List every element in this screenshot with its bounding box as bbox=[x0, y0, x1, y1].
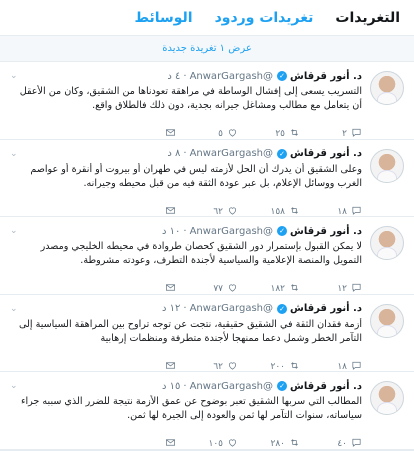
tweet[interactable] bbox=[0, 62, 414, 140]
reply-icon bbox=[347, 437, 362, 451]
author-name[interactable]: د. أنور قرقاش bbox=[290, 148, 362, 160]
tweet-body bbox=[10, 224, 362, 295]
reply-button[interactable] bbox=[300, 205, 362, 219]
tweet-body bbox=[10, 147, 362, 217]
avatar[interactable] bbox=[370, 149, 404, 183]
tweet[interactable] bbox=[0, 295, 414, 373]
tweet-header bbox=[10, 147, 362, 161]
envelope-icon bbox=[161, 205, 176, 219]
retweet-icon bbox=[285, 282, 300, 296]
tab-media[interactable]: الوسائط bbox=[134, 9, 193, 26]
author-name[interactable]: د. أنور قرقاش bbox=[290, 380, 362, 392]
author-name[interactable]: د. أنور قرقاش bbox=[290, 303, 362, 315]
author-handle[interactable]: @AnwarGargash bbox=[189, 380, 274, 392]
tweet-actions bbox=[10, 360, 362, 374]
tweet-text: المطالب التي سربها الشقيق تعبر بوضوح عن عمق الأزمة نتيجة للضرر الذي سببه جراء سياساته، سنوات التآمر لها ثمن والعودة إلى الجيرة لها ثمن. bbox=[20, 396, 362, 422]
like-button[interactable] bbox=[176, 282, 238, 296]
verified-icon: ✓ bbox=[277, 149, 287, 159]
author-handle[interactable]: @AnwarGargash bbox=[189, 70, 274, 82]
retweet-button[interactable] bbox=[238, 437, 300, 451]
verified-icon: ✓ bbox=[277, 304, 287, 314]
direct-message-button[interactable] bbox=[114, 127, 176, 141]
tweet-time[interactable]: ١٠ د bbox=[162, 225, 181, 237]
heart-icon bbox=[223, 360, 238, 374]
retweet-button[interactable] bbox=[238, 282, 300, 296]
chevron-down-icon[interactable]: ⌄ bbox=[10, 303, 18, 314]
tweet-header bbox=[10, 379, 362, 393]
like-count: ٧٧ bbox=[213, 284, 223, 295]
retweet-count: ١٨٢ bbox=[270, 284, 285, 295]
tab-tweets[interactable]: التغريدات bbox=[335, 9, 400, 26]
separator-dot: · bbox=[183, 303, 187, 315]
profile-tabs bbox=[0, 0, 414, 36]
new-tweets-banner[interactable]: عرض ١ تغريدة جديدة bbox=[0, 36, 414, 62]
retweet-icon bbox=[285, 205, 300, 219]
chevron-down-icon[interactable]: ⌄ bbox=[10, 148, 18, 159]
retweet-count: ٢٠٠ bbox=[270, 361, 285, 372]
envelope-icon bbox=[161, 282, 176, 296]
direct-message-button[interactable] bbox=[114, 437, 176, 451]
retweet-button[interactable] bbox=[238, 127, 300, 141]
reply-icon bbox=[347, 205, 362, 219]
verified-icon: ✓ bbox=[277, 71, 287, 81]
heart-icon bbox=[223, 205, 238, 219]
reply-icon bbox=[347, 360, 362, 374]
tweet-time[interactable]: ٤ د bbox=[167, 70, 181, 82]
author-handle[interactable]: @AnwarGargash bbox=[189, 225, 274, 237]
like-button[interactable] bbox=[176, 127, 238, 141]
reply-count: ٢ bbox=[342, 129, 347, 139]
like-count: ٥ bbox=[218, 129, 223, 139]
reply-count: ١٢ bbox=[337, 284, 347, 295]
tweet[interactable] bbox=[0, 140, 414, 218]
tweet[interactable] bbox=[0, 372, 414, 450]
like-count: ٦٢ bbox=[213, 206, 223, 217]
separator-dot: · bbox=[183, 380, 187, 392]
tweet-body bbox=[10, 302, 362, 372]
reply-count: ١٨ bbox=[337, 206, 347, 217]
avatar[interactable] bbox=[370, 71, 404, 105]
tweet-text: وعلى الشقيق أن يدرك أن الحل لأزمته ليس في طهران أو بيروت أو أنقرة أو عواصم الغرب ووسائل الإعلام، بل عبر عودة الثقة فيه من قبل محيطه وجيرانه. bbox=[30, 163, 362, 189]
direct-message-button[interactable] bbox=[114, 205, 176, 219]
avatar[interactable] bbox=[370, 226, 404, 260]
tweet-header bbox=[10, 224, 362, 238]
reply-button[interactable] bbox=[300, 437, 362, 451]
tweet-body bbox=[10, 379, 362, 450]
reply-button[interactable] bbox=[300, 282, 362, 296]
retweet-icon bbox=[285, 127, 300, 141]
author-handle[interactable]: @AnwarGargash bbox=[189, 303, 274, 315]
chevron-down-icon[interactable]: ⌄ bbox=[10, 71, 18, 81]
tweet-list bbox=[0, 62, 414, 450]
envelope-icon bbox=[161, 437, 176, 451]
verified-icon: ✓ bbox=[277, 381, 287, 391]
separator-dot: · bbox=[183, 148, 187, 160]
reply-count: ٤٠ bbox=[337, 439, 347, 450]
tweet-time[interactable]: ١٢ د bbox=[162, 303, 181, 315]
reply-count: ١٨ bbox=[337, 361, 347, 372]
tweet-header bbox=[10, 69, 362, 83]
tweet-text: التسريب يسعى إلى إفشال الوساطة في مراهقة تعودناها من الشقيق، وكان من الأعقل أن يتعامل مع مطالب ومشاغل جيرانه بجدية، دون ذلك فالطلاق واقع. bbox=[19, 86, 362, 111]
reply-button[interactable] bbox=[300, 127, 362, 141]
retweet-icon bbox=[285, 360, 300, 374]
direct-message-button[interactable] bbox=[114, 360, 176, 374]
retweet-icon bbox=[285, 437, 300, 451]
reply-button[interactable] bbox=[300, 360, 362, 374]
heart-icon bbox=[223, 127, 238, 141]
heart-icon bbox=[223, 437, 238, 451]
retweet-button[interactable] bbox=[238, 360, 300, 374]
tweet-text: لا يمكن القبول بإستمرار دور الشقيق كحصان طروادة في محيطه الخليجي ومصدر التمويل والمنصة الإعلامية والسياسية لأجندة التطرف، وعودته مشروطة. bbox=[40, 241, 362, 267]
reply-icon bbox=[347, 282, 362, 296]
tweet-actions bbox=[10, 437, 362, 451]
direct-message-button[interactable] bbox=[114, 282, 176, 296]
retweet-count: ٢٨٠ bbox=[270, 439, 285, 450]
avatar[interactable] bbox=[370, 304, 404, 338]
avatar[interactable] bbox=[370, 381, 404, 415]
chevron-down-icon[interactable]: ⌄ bbox=[10, 226, 18, 237]
tweet-text: أزمة فقدان الثقة في الشقيق حقيقية، نتجت عن توجه تراوح بين المراهقة السياسية إلى التآمر الخطر وشمل دعما ممنهجا لأجندة متطرفة ومنظمات إرهابية bbox=[18, 318, 362, 344]
separator-dot: · bbox=[183, 225, 187, 237]
like-count: ١٠٥ bbox=[208, 439, 223, 450]
tweet-actions bbox=[10, 127, 362, 141]
retweet-count: ١٥٨ bbox=[270, 206, 285, 217]
tweet-actions bbox=[10, 282, 362, 296]
like-button[interactable] bbox=[176, 205, 238, 219]
author-name[interactable]: د. أنور قرقاش bbox=[290, 70, 362, 82]
reply-icon bbox=[347, 127, 362, 141]
retweet-button[interactable] bbox=[238, 205, 300, 219]
like-button[interactable] bbox=[176, 437, 238, 451]
tweet-time[interactable]: ٨ د bbox=[167, 148, 181, 160]
heart-icon bbox=[223, 282, 238, 296]
tweet-actions bbox=[10, 205, 362, 219]
chevron-down-icon[interactable]: ⌄ bbox=[10, 381, 18, 392]
envelope-icon bbox=[161, 127, 176, 141]
tab-tweets-and-replies[interactable]: تغريدات وردود bbox=[214, 9, 314, 26]
like-button[interactable] bbox=[176, 360, 238, 374]
like-count: ٦٢ bbox=[213, 361, 223, 372]
verified-icon: ✓ bbox=[277, 226, 287, 236]
separator-dot: · bbox=[183, 70, 187, 82]
author-handle[interactable]: @AnwarGargash bbox=[189, 148, 274, 160]
tweet[interactable] bbox=[0, 217, 414, 295]
tweet-body bbox=[10, 69, 362, 139]
tweet-time[interactable]: ١٥ د bbox=[162, 380, 181, 392]
retweet-count: ٢٥ bbox=[275, 129, 285, 139]
envelope-icon bbox=[161, 360, 176, 374]
author-name[interactable]: د. أنور قرقاش bbox=[290, 225, 362, 237]
tweet-header bbox=[10, 302, 362, 316]
